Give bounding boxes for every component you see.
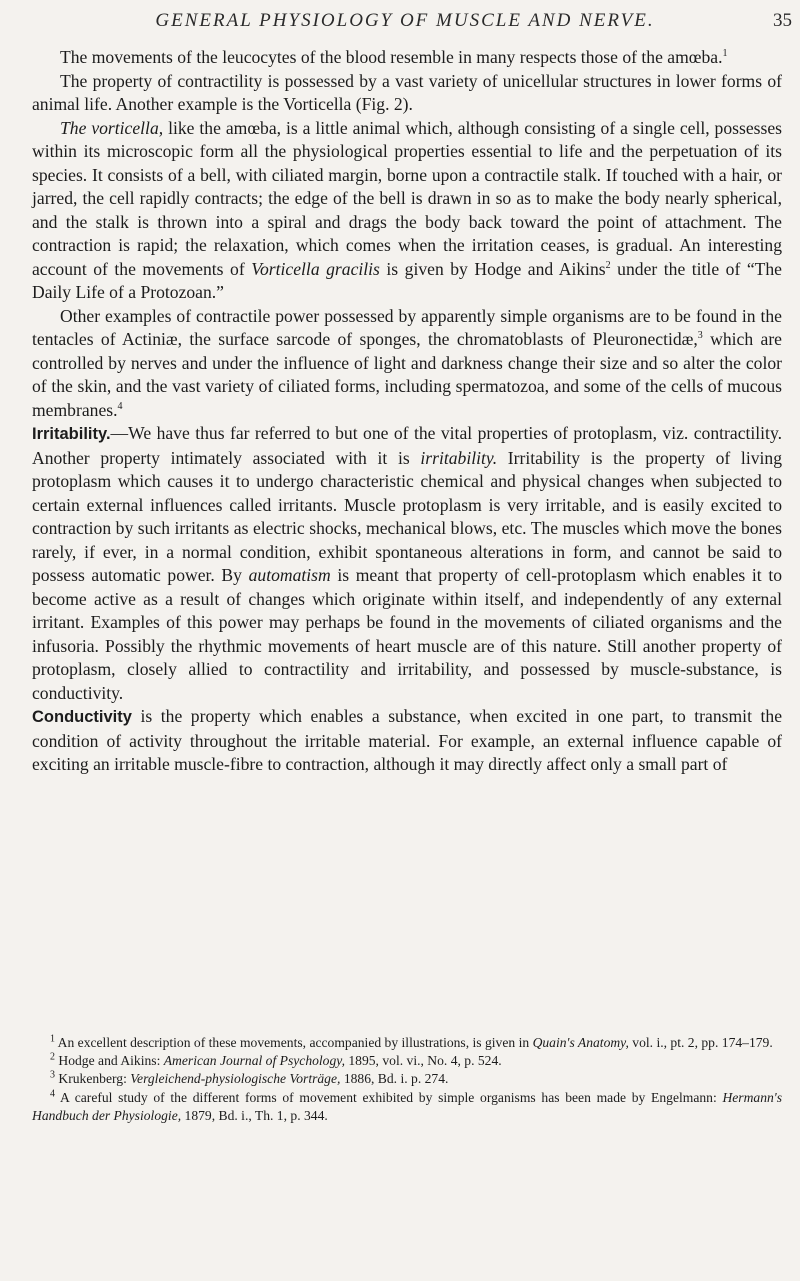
- paragraph-text: Other examples of contractile power possessed by apparently simple organisms are to be found in the tentacles of Actiniæ, the surface sarcode of sponges, the chromatoblasts of Pleuronectidæ,: [32, 305, 782, 349]
- citation-title: Hermann's Handbuch der Physiologie,: [32, 1089, 782, 1123]
- footnote-text: vol. i., pt. 2, pp. 174–179.: [628, 1035, 773, 1050]
- footnote-number: 4: [50, 1088, 55, 1100]
- species-name: Vorticella gracilis: [251, 258, 380, 279]
- footnote-ref: 3: [697, 330, 703, 342]
- term-automatism: automatism: [248, 565, 331, 585]
- footnote-text: 1895, vol. vi., No. 4, p. 524.: [344, 1053, 502, 1069]
- paragraph-text: The property of contractility is possessed by a vast variety of unicellular structures in lower forms of animal life. Another example is the Vorticella (Fig. 2).: [32, 70, 782, 114]
- paragraph-other-examples: [32, 305, 782, 423]
- paragraph-text: is the property which enables a substance, when excited in one part, to transmit the condition of activity throughout the irritable material. For example, an external influence capable of exciting an irritable muscle-fibre to contraction, although it may directly affect only a small part of: [32, 706, 782, 774]
- footnote-4: [32, 1089, 782, 1125]
- footnote-text: A careful study of the different forms of movement exhibited by simple organisms has been made by Engelmann:: [55, 1089, 723, 1105]
- footnote-number: 1: [50, 1033, 55, 1045]
- paragraph-text: is given by Hodge and Aikins: [379, 258, 606, 279]
- paragraph-text: like the amœba, is a little animal which, although consisting of a single cell, possesses within its microscopic form all the physiological properties essential to life and the perpetuation of its species. It consists of a bell, with ciliated margin, borne upon a contractile stalk. If touched with a hair, or jarred, the cell rapidly contracts; the edge of the bell is drawn in so as to make the body nearly spherical, and the stalk is thrown into a spiral and drags the body back toward the point of attachment. The contraction is rapid; the relaxation, which comes when the irritation ceases, is gradual. An interesting account of the movements of: [32, 117, 783, 279]
- paragraph-text: —We have thus far referred to but one of the vital properties of protoplasm, viz. contractility. Another property intimately associated with it is: [32, 423, 782, 468]
- footnote-2: [32, 1052, 782, 1070]
- footnotes: [32, 1034, 782, 1125]
- footnote-ref: 2: [605, 259, 611, 271]
- term-irritability: irritability.: [420, 447, 498, 468]
- paragraph-vorticella: [32, 117, 782, 305]
- footnote-text: Hodge and Aikins:: [55, 1053, 164, 1069]
- paragraph-text: is meant that property of cell-protoplasm which enables it to become active as a result of changes which originate within itself, and independently of any external irritant. Examples of this power may perhaps be found in the movements of ciliated organisms and the infusoria. Possibly the rhythmic movements of heart muscle are of this nature. Still another property of protoplasm, closely allied to contractility and irritability, and possessed by muscle-substance, is conductivity.: [32, 565, 782, 703]
- footnote-number: 3: [50, 1069, 55, 1081]
- footnote-text: An excellent description of these movements, accompanied by illustrations, is given in: [55, 1035, 533, 1050]
- paragraph-text: which are controlled by nerves and under the influence of light and darkness change their size and so alter the color of the skin, and the vast variety of ciliated forms, including spermatozoa, and some of the cells of mucous membranes.: [32, 329, 782, 420]
- body-text: [32, 46, 782, 777]
- paragraph-leucocytes: [32, 46, 782, 70]
- running-title: GENERAL PHYSIOLOGY OF MUSCLE AND NERVE.: [155, 10, 655, 31]
- footnote-1: [32, 1034, 782, 1052]
- footnote-text: 1879, Bd. i., Th. 1, p. 344.: [181, 1107, 328, 1123]
- footnote-number: 2: [50, 1051, 55, 1063]
- footnote-ref: 1: [722, 48, 728, 60]
- footnote-ref: 4: [117, 400, 123, 412]
- paragraph-text: under the title of “The Daily Life of a Protozoan.”: [32, 258, 782, 302]
- footnote-text: 1886, Bd. i. p. 274.: [340, 1071, 449, 1087]
- paragraph-irritability: [32, 422, 782, 705]
- page-number: 35: [773, 10, 792, 31]
- paragraph-conductivity: [32, 705, 782, 777]
- citation-title: Quain's Anatomy,: [532, 1035, 629, 1050]
- footnote-text: Krukenberg:: [55, 1071, 131, 1087]
- paragraph-contractility: [32, 70, 782, 117]
- section-heading-conductivity: Conductivity: [32, 708, 132, 726]
- paragraph-text: Irritability is the property of living protoplasm which causes it to undergo characteristic chemical and physical changes when subjected to certain external influences called irritants. Muscle protoplasm is very irritable, and is easily excited to contraction by such irritants as electric shocks, mechanical blows, etc. The muscles which move the bones rarely, if ever, in a normal condition, exhibit spontaneous alterations in form, and cannot be said to possess automatic power. By: [32, 447, 782, 585]
- section-heading-irritability: Irritability.: [32, 425, 111, 443]
- term-vorticella: The vorticella,: [60, 117, 164, 138]
- citation-title: Vergleichend-physiologische Vorträge,: [130, 1071, 341, 1087]
- page-header: [0, 10, 800, 38]
- paragraph-text: The movements of the leucocytes of the blood resemble in many respects those of the amœba.: [60, 47, 723, 67]
- citation-title: American Journal of Psychology,: [163, 1053, 345, 1069]
- footnote-3: [32, 1070, 782, 1088]
